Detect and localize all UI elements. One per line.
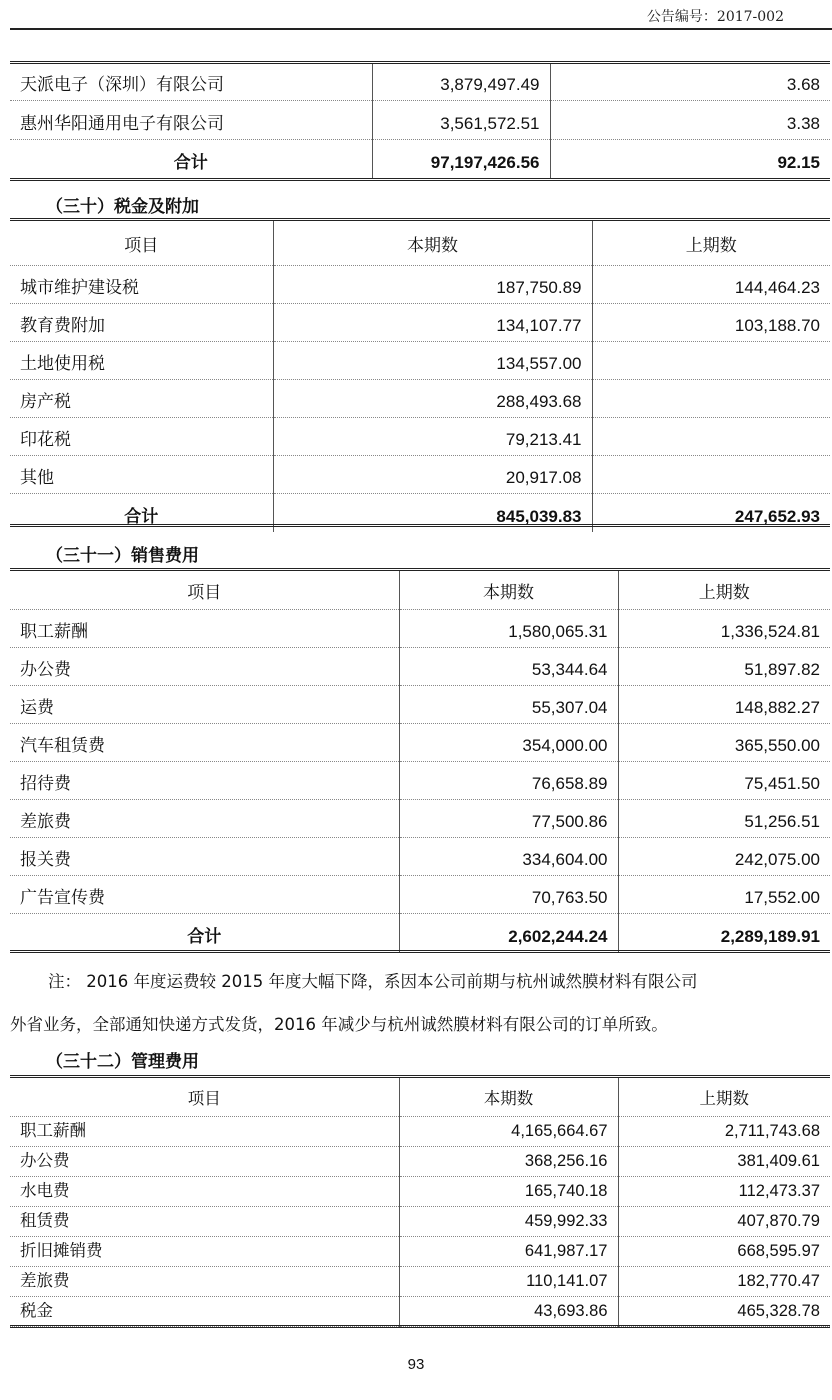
table-row bbox=[10, 456, 830, 494]
table-row bbox=[10, 762, 830, 800]
total-label: 合计 bbox=[124, 506, 159, 527]
total-prior: 2,289,189.91 bbox=[618, 914, 830, 952]
item-cell: 职工薪酬 bbox=[10, 1117, 399, 1147]
header-item: 项目 bbox=[10, 570, 399, 610]
current-cell: 354,000.00 bbox=[399, 724, 618, 762]
table-row bbox=[10, 800, 830, 838]
item-cell: 城市维护建设税 bbox=[10, 266, 273, 304]
table-row bbox=[10, 1147, 830, 1177]
total-ratio: 92.15 bbox=[550, 140, 830, 178]
table-bottom-rule bbox=[10, 178, 830, 181]
current-cell: 53,344.64 bbox=[399, 648, 618, 686]
header-prior: 上期数 bbox=[618, 1077, 830, 1117]
current-cell: 70,763.50 bbox=[399, 876, 618, 914]
item-cell: 运费 bbox=[10, 686, 399, 724]
prior-cell: 407,870.79 bbox=[618, 1207, 830, 1237]
current-cell: 77,500.86 bbox=[399, 800, 618, 838]
table-header-row bbox=[10, 220, 830, 266]
header-rule bbox=[10, 28, 832, 30]
total-current: 2,602,244.24 bbox=[399, 914, 618, 952]
current-cell: 459,992.33 bbox=[399, 1207, 618, 1237]
prior-cell: 112,473.37 bbox=[618, 1177, 830, 1207]
current-cell: 1,580,065.31 bbox=[399, 610, 618, 648]
header-current: 本期数 bbox=[399, 1077, 618, 1117]
item-cell: 差旅费 bbox=[10, 800, 399, 838]
admin-expense-table bbox=[10, 1075, 830, 1327]
item-cell: 广告宣传费 bbox=[10, 876, 399, 914]
item-cell: 折旧摊销费 bbox=[10, 1237, 399, 1267]
item-cell: 印花税 bbox=[10, 418, 273, 456]
table-row bbox=[10, 1237, 830, 1267]
supplier-table bbox=[10, 61, 830, 178]
prior-cell: 2,711,743.68 bbox=[618, 1117, 830, 1147]
current-cell: 134,107.77 bbox=[273, 304, 592, 342]
current-cell: 288,493.68 bbox=[273, 380, 592, 418]
prior-cell: 242,075.00 bbox=[618, 838, 830, 876]
item-cell: 土地使用税 bbox=[10, 342, 273, 380]
announcement-number: 公告编号：2017-002 bbox=[646, 9, 784, 25]
table-row bbox=[10, 266, 830, 304]
item-cell: 汽车租赁费 bbox=[10, 724, 399, 762]
table-header-row bbox=[10, 570, 830, 610]
table-row bbox=[10, 380, 830, 418]
item-cell: 租赁费 bbox=[10, 1207, 399, 1237]
prior-cell: 182,770.47 bbox=[618, 1267, 830, 1297]
table-row bbox=[10, 418, 830, 456]
prior-cell: 365,550.00 bbox=[618, 724, 830, 762]
total-amount: 97,197,426.56 bbox=[372, 140, 550, 178]
table-row bbox=[10, 648, 830, 686]
prior-cell: 148,882.27 bbox=[618, 686, 830, 724]
page-number: 93 bbox=[407, 1356, 425, 1373]
total-prior: 247,652.93 bbox=[592, 494, 830, 532]
section-title-selling: （三十一）销售费用 bbox=[46, 546, 199, 566]
section-title-tax: （三十）税金及附加 bbox=[46, 197, 199, 217]
supplier-ratio: 3.38 bbox=[550, 101, 830, 140]
item-cell: 招待费 bbox=[10, 762, 399, 800]
item-cell: 职工薪酬 bbox=[10, 610, 399, 648]
item-cell: 房产税 bbox=[10, 380, 273, 418]
current-cell: 79,213.41 bbox=[273, 418, 592, 456]
note-line-2: 外省业务，全部通知快递方式发货，2016 年减少与杭州诚然膜材料有限公司的订单所致。 bbox=[10, 1015, 668, 1034]
supplier-amount: 3,879,497.49 bbox=[372, 63, 550, 101]
table-row bbox=[10, 724, 830, 762]
prior-cell: 1,336,524.81 bbox=[618, 610, 830, 648]
table-row bbox=[10, 686, 830, 724]
table-row bbox=[10, 1117, 830, 1147]
table-row bbox=[10, 838, 830, 876]
header-item: 项目 bbox=[10, 1077, 399, 1117]
current-cell: 110,141.07 bbox=[399, 1267, 618, 1297]
header-prior: 上期数 bbox=[592, 220, 830, 266]
prior-cell: 103,188.70 bbox=[592, 304, 830, 342]
prior-cell: 465,328.78 bbox=[618, 1297, 830, 1327]
prior-cell: 75,451.50 bbox=[618, 762, 830, 800]
prior-cell: 51,256.51 bbox=[618, 800, 830, 838]
prior-cell: 668,595.97 bbox=[618, 1237, 830, 1267]
prior-cell: 144,464.23 bbox=[592, 266, 830, 304]
table-row bbox=[10, 610, 830, 648]
header-current: 本期数 bbox=[399, 570, 618, 610]
header-prior: 上期数 bbox=[618, 570, 830, 610]
item-cell: 办公费 bbox=[10, 648, 399, 686]
supplier-name: 天派电子（深圳）有限公司 bbox=[10, 63, 372, 101]
current-cell: 187,750.89 bbox=[273, 266, 592, 304]
table-row bbox=[10, 63, 830, 101]
header-current: 本期数 bbox=[273, 220, 592, 266]
table-bottom-rule bbox=[10, 524, 830, 527]
supplier-ratio: 3.68 bbox=[550, 63, 830, 101]
selling-expense-table bbox=[10, 568, 830, 952]
total-row bbox=[10, 914, 830, 952]
item-cell: 其他 bbox=[10, 456, 273, 494]
prior-cell: 381,409.61 bbox=[618, 1147, 830, 1177]
prior-cell: 17,552.00 bbox=[618, 876, 830, 914]
current-cell: 76,658.89 bbox=[399, 762, 618, 800]
total-label: 合计 bbox=[187, 926, 222, 947]
table-row bbox=[10, 876, 830, 914]
current-cell: 4,165,664.67 bbox=[399, 1117, 618, 1147]
supplier-amount: 3,561,572.51 bbox=[372, 101, 550, 140]
table-row bbox=[10, 304, 830, 342]
table-bottom-rule bbox=[10, 1325, 830, 1328]
item-cell: 税金 bbox=[10, 1297, 399, 1327]
current-cell: 20,917.08 bbox=[273, 456, 592, 494]
prior-cell bbox=[592, 380, 830, 418]
total-row bbox=[10, 140, 830, 178]
table-header-row bbox=[10, 1077, 830, 1117]
table-row bbox=[10, 1267, 830, 1297]
current-cell: 43,693.86 bbox=[399, 1297, 618, 1327]
table-row bbox=[10, 342, 830, 380]
current-cell: 134,557.00 bbox=[273, 342, 592, 380]
item-cell: 水电费 bbox=[10, 1177, 399, 1207]
table-row bbox=[10, 101, 830, 140]
current-cell: 641,987.17 bbox=[399, 1237, 618, 1267]
table-row bbox=[10, 1177, 830, 1207]
section-title-admin: （三十二）管理费用 bbox=[46, 1052, 199, 1072]
item-cell: 差旅费 bbox=[10, 1267, 399, 1297]
item-cell: 办公费 bbox=[10, 1147, 399, 1177]
supplier-name: 惠州华阳通用电子有限公司 bbox=[10, 101, 372, 140]
current-cell: 368,256.16 bbox=[399, 1147, 618, 1177]
note-line-1: 注： 2016 年度运费较 2015 年度大幅下降，系因本公司前期与杭州诚然膜材料有限公司 bbox=[48, 972, 698, 991]
current-cell: 55,307.04 bbox=[399, 686, 618, 724]
prior-cell bbox=[592, 456, 830, 494]
total-current: 845,039.83 bbox=[273, 494, 592, 532]
current-cell: 165,740.18 bbox=[399, 1177, 618, 1207]
table-bottom-rule bbox=[10, 950, 830, 953]
table-row bbox=[10, 1207, 830, 1237]
current-cell: 334,604.00 bbox=[399, 838, 618, 876]
prior-cell: 51,897.82 bbox=[618, 648, 830, 686]
item-cell: 报关费 bbox=[10, 838, 399, 876]
prior-cell bbox=[592, 418, 830, 456]
header-item: 项目 bbox=[10, 220, 273, 266]
tax-table bbox=[10, 218, 830, 532]
total-label: 合计 bbox=[173, 152, 208, 173]
item-cell: 教育费附加 bbox=[10, 304, 273, 342]
prior-cell bbox=[592, 342, 830, 380]
table-row bbox=[10, 1297, 830, 1327]
